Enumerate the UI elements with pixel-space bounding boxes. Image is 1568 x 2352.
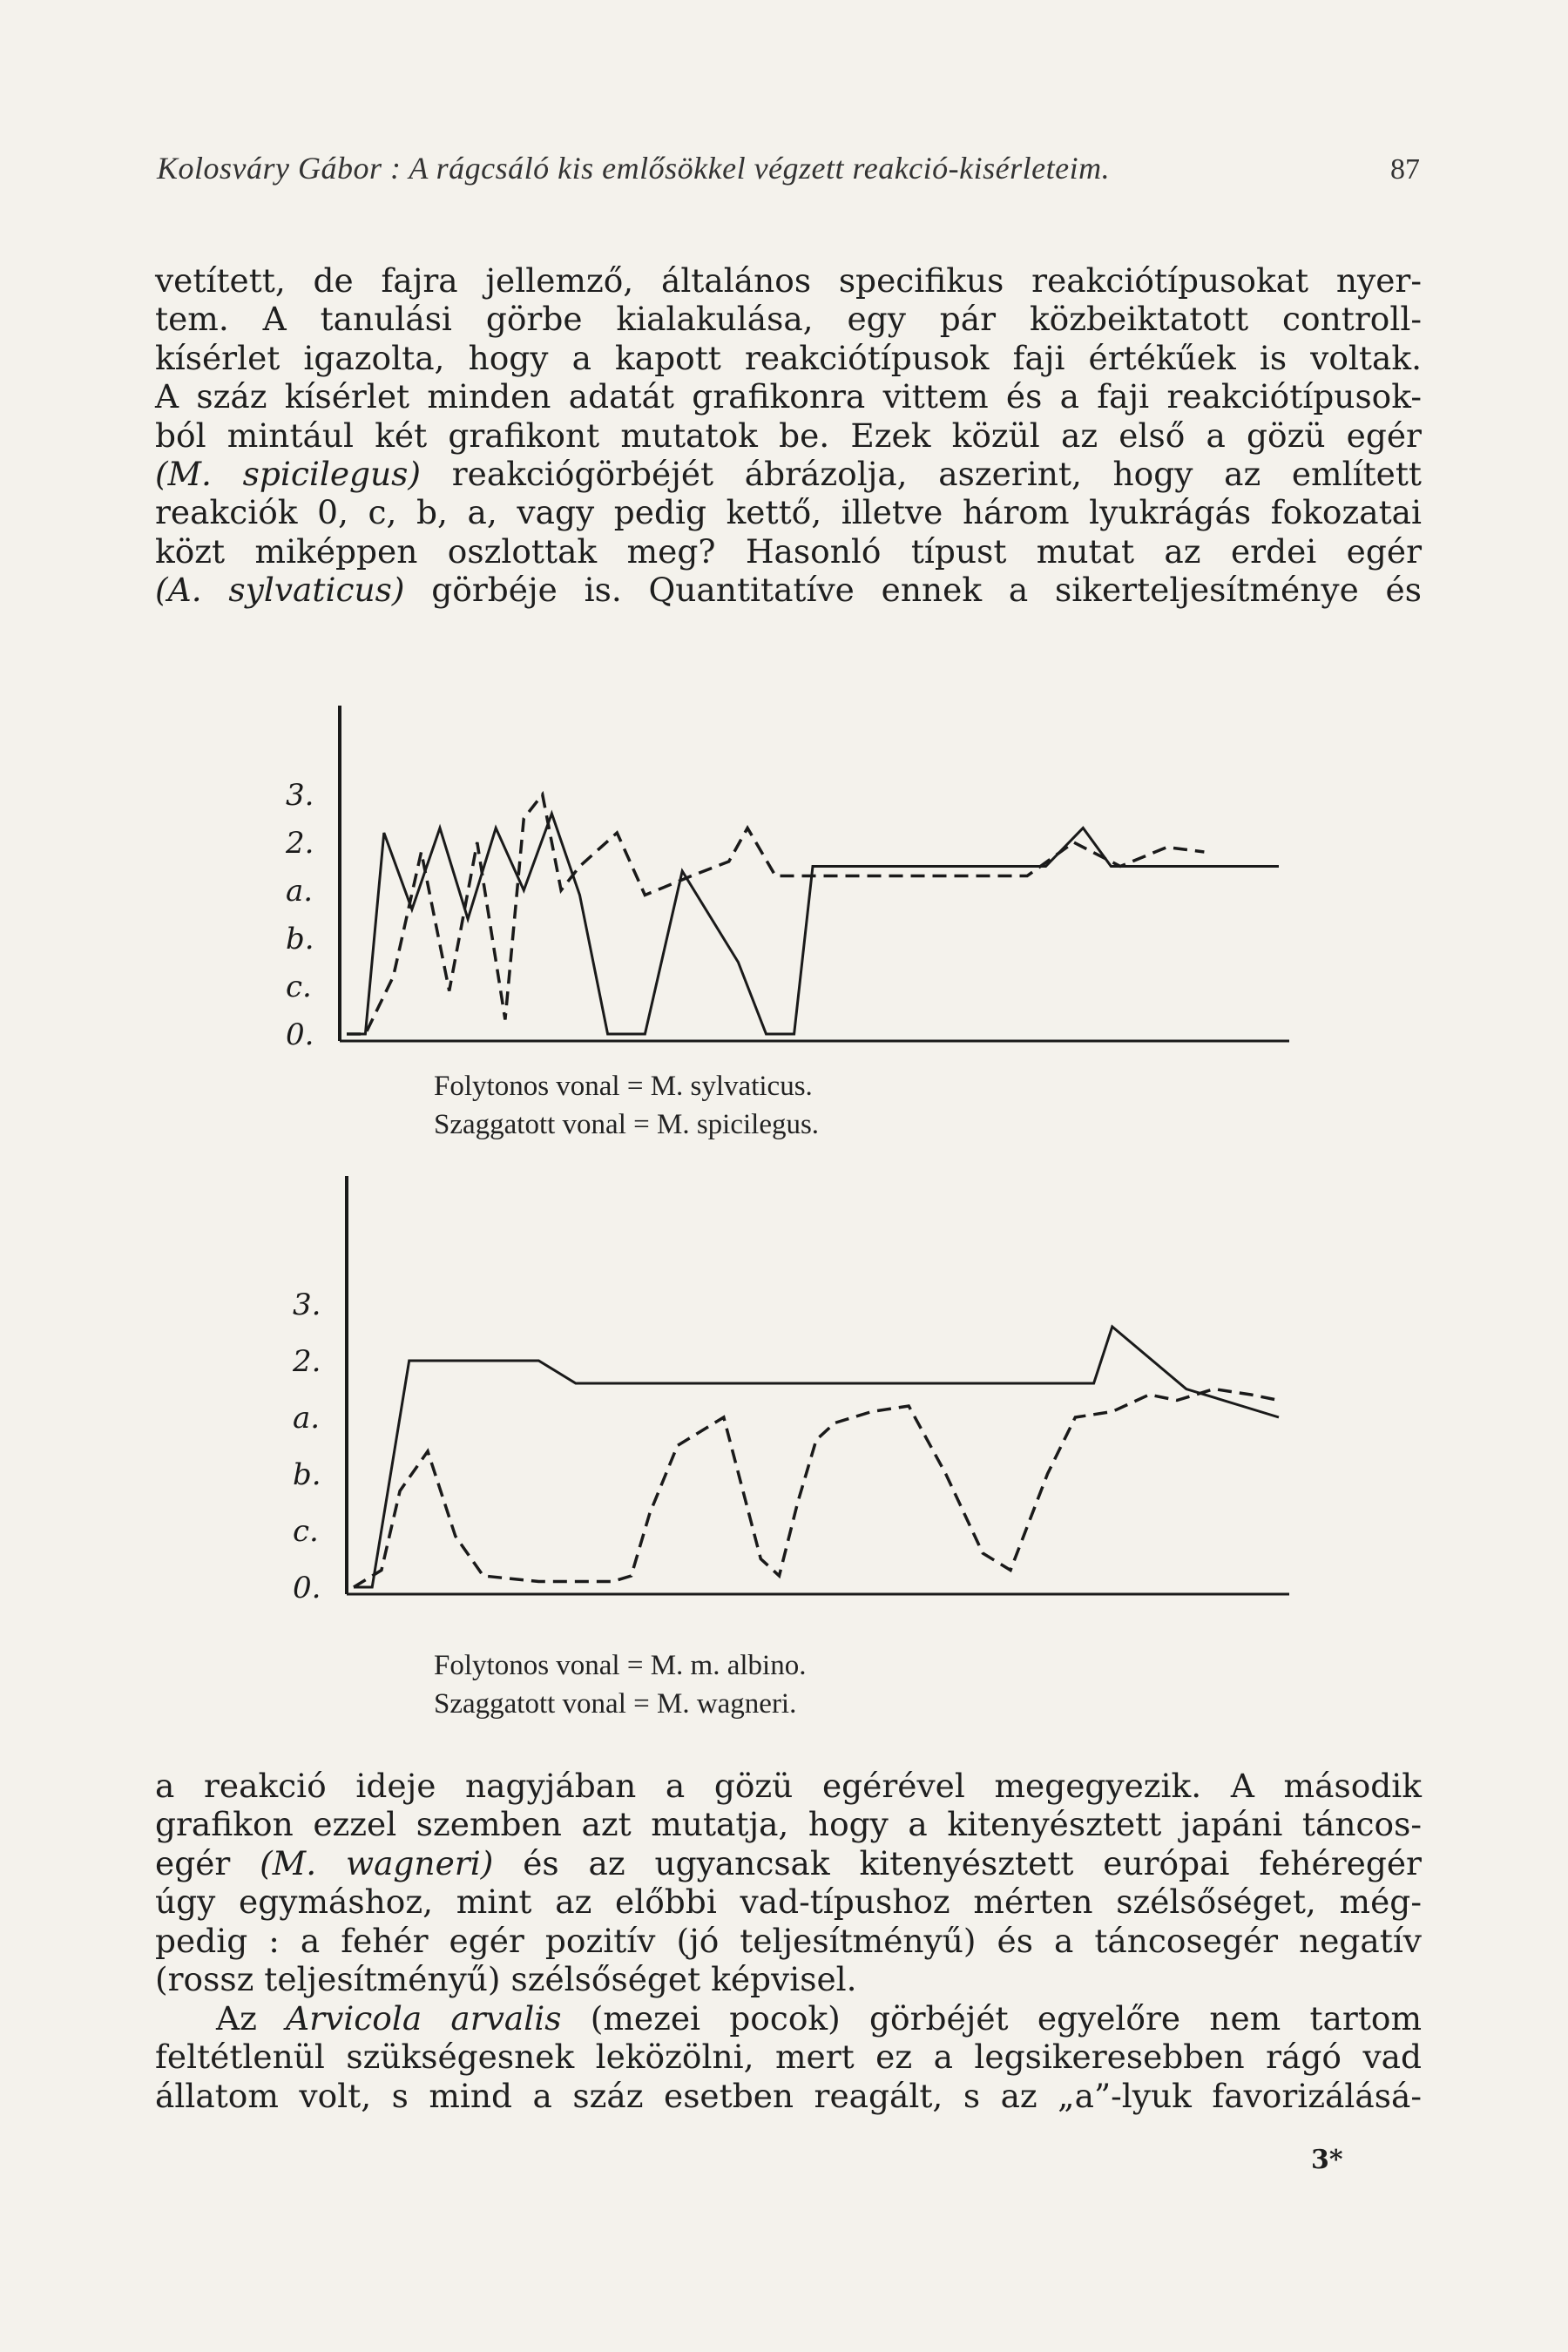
solid-series-line xyxy=(354,1327,1279,1587)
page-number: 87 xyxy=(1390,153,1420,186)
text-line: vetített, de fajra jellemző, általános specifikus reakciótípusokat nyer- xyxy=(155,261,1422,300)
y-tick-label: 2. xyxy=(286,826,314,861)
y-tick-label: a. xyxy=(286,874,314,909)
y-tick-label: b. xyxy=(293,1457,321,1492)
reaction-chart-2 xyxy=(279,1176,1307,1620)
header-title: Kolosváry Gábor : A rágcsáló kis emlősökkel végzett reakció-kisérleteim. xyxy=(157,151,1111,186)
text-line: grafikon ezzel szemben azt mutatja, hogy a kitenyésztett japáni táncos- xyxy=(155,1805,1422,1844)
text-line: feltétlenül szükségesnek leközölni, mert ez a legsikeresebben rágó vad xyxy=(155,2038,1422,2077)
y-tick-label: b. xyxy=(286,922,314,956)
paragraph-1 xyxy=(155,261,1422,610)
y-tick-label: a. xyxy=(293,1401,321,1436)
y-tick-label: 0. xyxy=(293,1571,321,1605)
species-name: (M. spicilegus) xyxy=(155,455,422,494)
y-tick-label: c. xyxy=(293,1514,319,1549)
legend-dashed: Szaggatott vonal = M. spicilegus. xyxy=(434,1109,820,1140)
text-line: tem. A tanulási görbe kialakulása, egy pár közbeiktatott controll- xyxy=(155,300,1422,339)
species-name: (A. sylvaticus) xyxy=(155,571,405,610)
text-line: A száz kísérlet minden adatát grafikonra vittem és a faji reakciótípusok- xyxy=(155,377,1422,416)
y-tick-label: 3. xyxy=(293,1288,321,1322)
species-name: (M. wagneri) xyxy=(260,1843,494,1882)
text-line: egér (M. wagneri) és az ugyancsak kitenyésztett európai fehéregér xyxy=(155,1843,1422,1882)
figure-1-legend xyxy=(434,1067,819,1144)
text-line: pedig : a fehér egér pozitív (jó teljesítményű) és a táncosegér negatív xyxy=(155,1921,1422,1960)
paragraph-2 xyxy=(155,1767,1422,1998)
text-line: közt miképpen oszlottak meg? Hasonló típust mutat az erdei egér xyxy=(155,531,1422,571)
figure-2 xyxy=(279,1176,1307,1620)
text-line: (M. spicilegus) reakciógörbéjét ábrázolja, aszerint, hogy az említett xyxy=(155,455,1422,494)
text-line: (rossz teljesítményű) szélsőséget képvisel. xyxy=(155,1960,857,1999)
figure-1 xyxy=(279,706,1307,1071)
text-line: ból mintául két grafikont mutatok be. Ezek közül az első a gözü egér xyxy=(155,416,1422,455)
text-line: a reakció ideje nagyjában a gözü egérével megegyezik. A második xyxy=(155,1767,1422,1805)
running-header xyxy=(157,138,1420,186)
text-line: állatom volt, s mind a száz esetben reagált, s az „a”-lyuk favorizálásá- xyxy=(155,2076,1422,2115)
legend-solid: Folytonos vonal = M. sylvaticus. xyxy=(434,1071,813,1102)
text-line: úgy egymáshoz, mint az előbbi vad-típushoz mérten szélsőséget, még- xyxy=(155,1882,1422,1922)
legend-solid: Folytonos vonal = M. m. albino. xyxy=(434,1650,807,1681)
legend-dashed: Szaggatott vonal = M. wagneri. xyxy=(434,1688,797,1720)
paragraph-3 xyxy=(155,1999,1422,2115)
dashed-series-line xyxy=(354,1389,1279,1588)
y-tick-label: 2. xyxy=(293,1344,321,1379)
figure-2-legend xyxy=(434,1646,806,1723)
y-tick-label: c. xyxy=(286,970,312,1004)
y-tick-label: 3. xyxy=(286,778,314,813)
text-line: kísérlet igazolta, hogy a kapott reakciótípusok faji értékűek is voltak. xyxy=(155,338,1422,377)
species-name: Arvicola arvalis xyxy=(286,1999,562,2038)
text-line: Az Arvicola arvalis (mezei pocok) görbéjét egyelőre nem tartom xyxy=(216,1999,1423,2038)
signature-mark: 3* xyxy=(1311,2145,1343,2175)
dashed-series-line xyxy=(347,794,1204,1034)
reaction-chart-1 xyxy=(279,706,1307,1071)
text-line: (A. sylvaticus) görbéje is. Quantitatíve ennek a sikerteljesítménye és xyxy=(155,571,1422,610)
solid-series-line xyxy=(347,814,1279,1034)
y-tick-label: 0. xyxy=(286,1017,314,1052)
text-line: reakciók 0, c, b, a, vagy pedig kettő, illetve három lyukrágás fokozatai xyxy=(155,493,1422,532)
